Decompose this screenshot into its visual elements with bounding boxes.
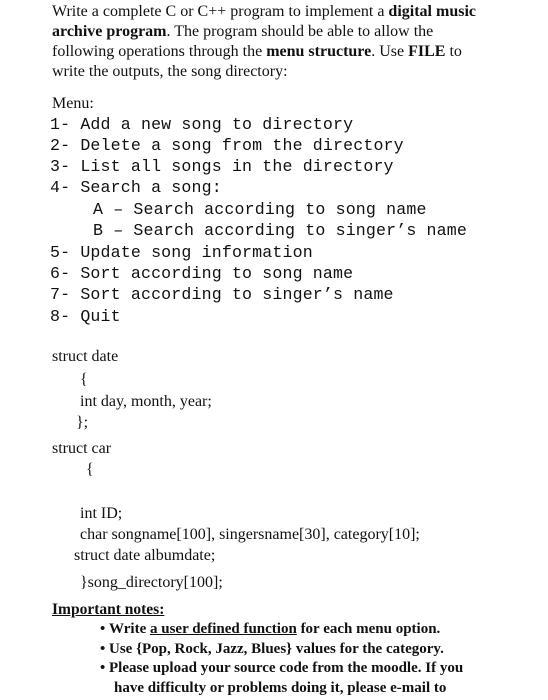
struct-date-open-brace: {: [80, 371, 88, 388]
struct-car-open-brace: {: [86, 461, 94, 478]
struct-date-fields: int day, month, year;: [80, 393, 212, 410]
intro-paragraph: [52, 2, 522, 82]
intro-bold-menu-structure: menu structure: [266, 43, 372, 60]
note-bullet-3: • Please upload your source code from the moodle. If you: [100, 660, 464, 676]
intro-bold-file: FILE: [408, 43, 446, 60]
intro-line-3: [52, 42, 522, 62]
menu-item-update: 5- Update song information: [50, 243, 313, 262]
struct-car-close-brace: }song_directory[100];: [80, 574, 223, 591]
intro-line-4: write the outputs, the song directory:: [52, 63, 288, 80]
menu-heading: Menu:: [52, 95, 94, 112]
note-bullet-3-continuation: have difficulty or problems doing it, please e-mail to: [114, 680, 447, 696]
intro-text: following operations through the: [52, 43, 267, 60]
intro-line-2: [52, 22, 522, 42]
note-bullet-2: • Use {Pop, Rock, Jazz, Blues} values for the category.: [100, 641, 444, 657]
intro-text: . The program should be able to allow the: [166, 23, 434, 40]
note-text: Please upload your source code from the moodle. If you: [109, 660, 464, 676]
note-text: Use {Pop, Rock, Jazz, Blues} values for the category.: [109, 641, 444, 657]
menu-item-search: 4- Search a song:: [50, 178, 222, 197]
menu-subitem-search-singer: B – Search according to singer’s name: [93, 221, 467, 240]
note-text: Write: [109, 621, 150, 637]
note-bullet-1: • Write a user defined function for each menu option.: [100, 621, 441, 637]
note-text: for each menu option.: [296, 621, 441, 637]
menu-item-sort-singer: 7- Sort according to singer’s name: [50, 285, 394, 304]
struct-car-id-field: int ID;: [80, 505, 123, 522]
note-underlined-text: a user defined function: [149, 621, 297, 637]
menu-item-list: 3- List all songs in the directory: [50, 157, 394, 176]
struct-date-close-brace: };: [76, 414, 89, 431]
intro-text: Write a complete C or C++ program to implement a: [52, 3, 389, 20]
struct-car-date-field: struct date albumdate;: [74, 547, 216, 564]
menu-subitem-search-song: A – Search according to song name: [93, 200, 427, 219]
struct-car-declaration: struct car: [52, 440, 112, 457]
intro-bold-digital-music: digital music: [388, 3, 476, 20]
menu-item-sort-song: 6- Sort according to song name: [50, 264, 354, 283]
menu-item-delete: 2- Delete a song from the directory: [50, 136, 404, 155]
menu-item-quit: 8- Quit: [50, 307, 121, 326]
struct-date-declaration: struct date: [52, 348, 119, 365]
intro-line-1: [52, 2, 522, 22]
intro-text: to: [445, 43, 462, 60]
intro-text: . Use: [371, 43, 409, 60]
important-notes-title: Important notes:: [52, 601, 165, 618]
struct-car-char-fields: char songname[100], singersname[30], category[10];: [80, 526, 420, 543]
menu-item-add: 1- Add a new song to directory: [50, 115, 354, 134]
intro-bold-archive-program: archive program: [52, 23, 167, 40]
